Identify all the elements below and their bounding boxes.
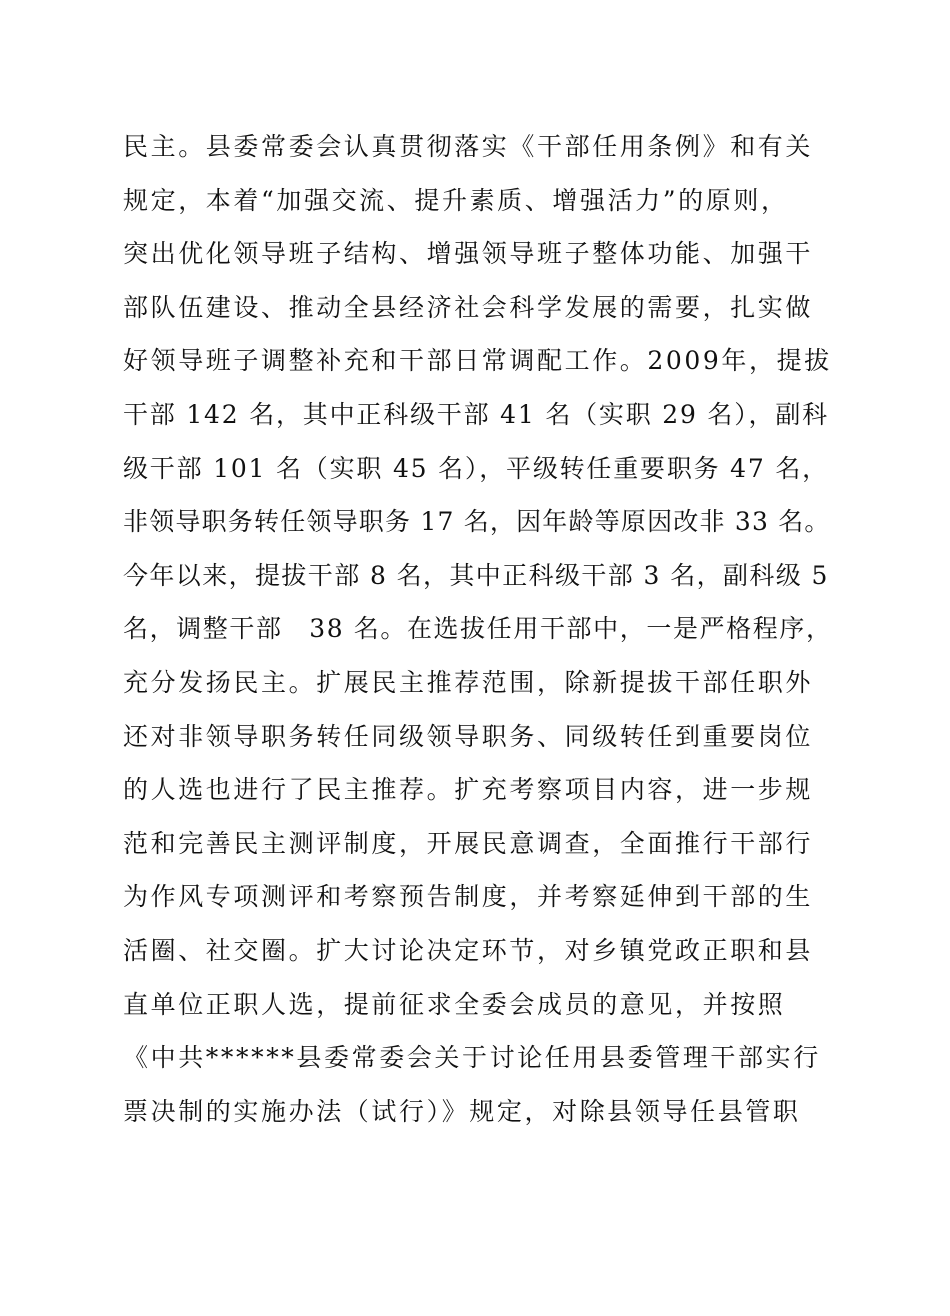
text-line: 的人选也进行了民主推荐。扩充考察项目内容，进一步规 <box>123 775 814 805</box>
text-line: 为作风专项测评和考察预告制度，并考察延伸到干部的生 <box>123 882 814 912</box>
text-line: 票决制的实施办法（试行）》规定，对除县领导任县管职 <box>123 1096 801 1126</box>
text-line: 名，调整干部 38 名。在选拔任用干部中，一是严格程序， <box>123 614 833 644</box>
text-line: 今年以来，提拔干部 8 名，其中正科级干部 3 名，副科级 5 <box>123 560 829 590</box>
text-line: 直单位正职人选，提前征求全委会成员的意见，并按照 <box>123 989 786 1019</box>
body-text <box>123 120 833 1138</box>
text-line: 级干部 101 名（实职 45 名），平级转任重要职务 47 名， <box>123 453 829 483</box>
text-line: 干部 142 名，其中正科级干部 41 名（实职 29 名），副科 <box>123 399 829 429</box>
text-line: 活圈、社交圈。扩大讨论决定环节，对乡镇党政正职和县 <box>123 935 814 965</box>
text-line: 非领导职务转任领导职务 17 名，因年龄等原因改非 33 名。 <box>123 507 831 537</box>
text-line: 范和完善民主测评制度，开展民意调查，全面推行干部行 <box>123 828 814 858</box>
text-line: 《中共******县委常委会关于讨论任用县委管理干部实行 <box>123 1043 821 1073</box>
text-line: 充分发扬民主。扩展民主推荐范围，除新提拔干部任职外 <box>123 667 814 697</box>
text-line: 部队伍建设、推动全县经济社会科学发展的需要，扎实做 <box>123 292 814 322</box>
text-line: 突出优化领导班子结构、增强领导班子整体功能、加强干 <box>123 239 814 269</box>
text-line: 民主。县委常委会认真贯彻落实《干部任用条例》和有关 <box>123 132 814 161</box>
text-line: 还对非领导职务转任同级领导职务、同级转任到重要岗位 <box>123 721 814 751</box>
text-line: 规定，本着“加强交流、提升素质、增强活力”的原则， <box>123 185 789 215</box>
text-line: 好领导班子调整补充和干部日常调配工作。2009年，提拔 <box>123 346 832 376</box>
